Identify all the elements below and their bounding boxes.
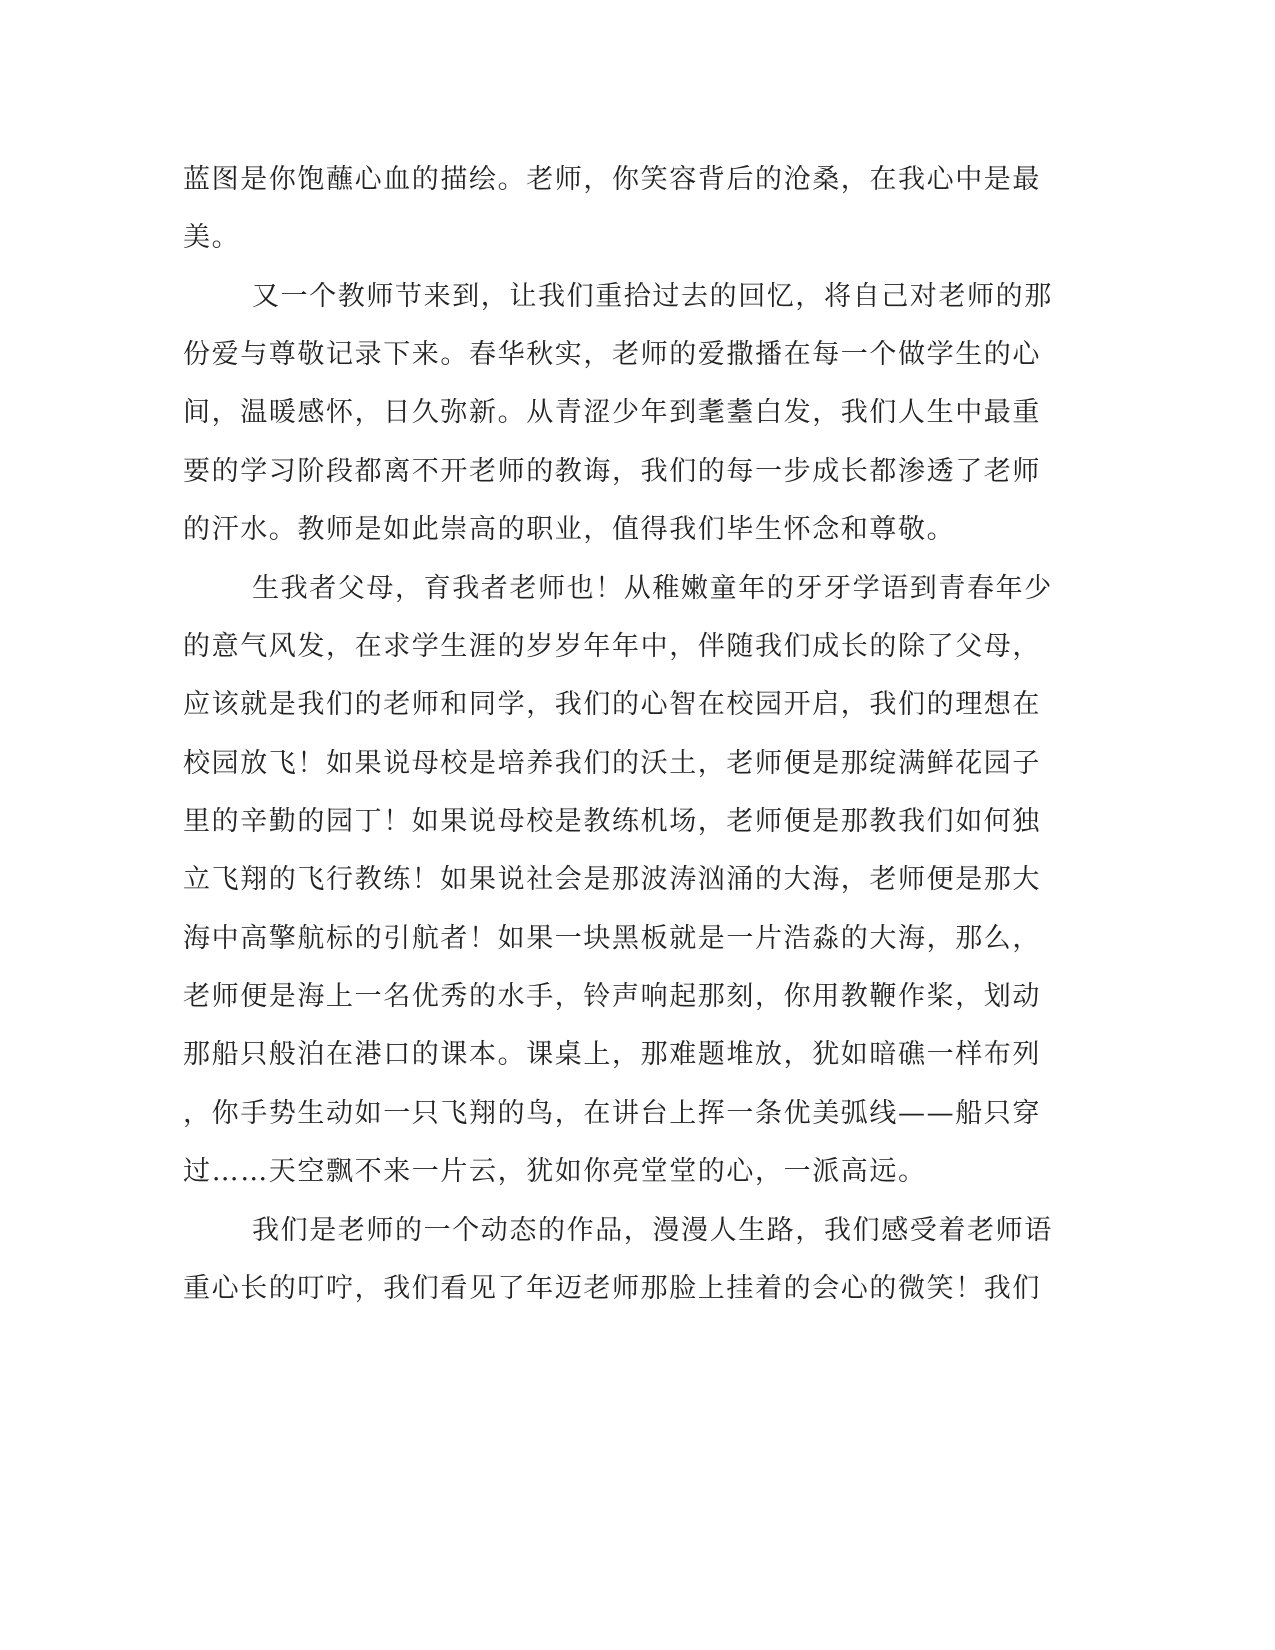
text-line: 那船只般泊在港口的课本。课桌上，那难题堆放，犹如暗礁一样布列 [183, 1039, 1041, 1070]
text-line: 美。 [183, 222, 241, 253]
text-line: 海中高擎航标的引航者！如果一块黑板就是一片浩淼的大海，那么， [183, 923, 1041, 954]
text-line: 份爱与尊敬记录下来。春华秋实，老师的爱撒播在每一个做学生的心 [183, 339, 1041, 370]
text-line: 重心长的叮咛，我们看见了年迈老师那脸上挂着的会心的微笑！我们 [183, 1273, 1041, 1304]
text-line: 间，温暖感怀，日久弥新。从青涩少年到耄耋白发，我们人生中最重 [183, 397, 1041, 428]
text-line: 的汗水。教师是如此崇高的职业，值得我们毕生怀念和尊敬。 [183, 514, 956, 545]
text-line: 应该就是我们的老师和同学，我们的心智在校园开启，我们的理想在 [183, 689, 1041, 720]
text-line: 里的辛勤的园丁！如果说母校是教练机场，老师便是那教我们如何独 [183, 806, 1041, 837]
paragraph-first-line: 我们是老师的一个动态的作品，漫漫人生路，我们感受着老师语 [252, 1215, 1053, 1246]
paragraph-first-line: 又一个教师节来到，让我们重拾过去的回忆，将自己对老师的那 [252, 281, 1053, 312]
text-line: 的意气风发，在求学生涯的岁岁年年中，伴随我们成长的除了父母， [183, 631, 1041, 662]
text-line: 过……天空飘不来一片云，犹如你亮堂堂的心，一派高远。 [183, 1156, 927, 1187]
text-line: 校园放飞！如果说母校是培养我们的沃土，老师便是那绽满鲜花园子 [183, 748, 1041, 779]
paragraph-first-line: 生我者父母，育我者老师也！从稚嫩童年的牙牙学语到青春年少 [252, 573, 1053, 604]
text-line: 老师便是海上一名优秀的水手，铃声响起那刻，你用教鞭作桨，划动 [183, 981, 1041, 1012]
text-line: 立飞翔的飞行教练！如果说社会是那波涛汹涌的大海，老师便是那大 [183, 864, 1041, 895]
text-line: 要的学习阶段都离不开老师的教诲，我们的每一步成长都渗透了老师 [183, 456, 1041, 487]
text-line: 蓝图是你饱蘸心血的描绘。老师，你笑容背后的沧桑，在我心中是最 [183, 164, 1041, 195]
text-line: ，你手势生动如一只飞翔的鸟，在讲台上挥一条优美弧线——船只穿 [183, 1098, 1041, 1129]
